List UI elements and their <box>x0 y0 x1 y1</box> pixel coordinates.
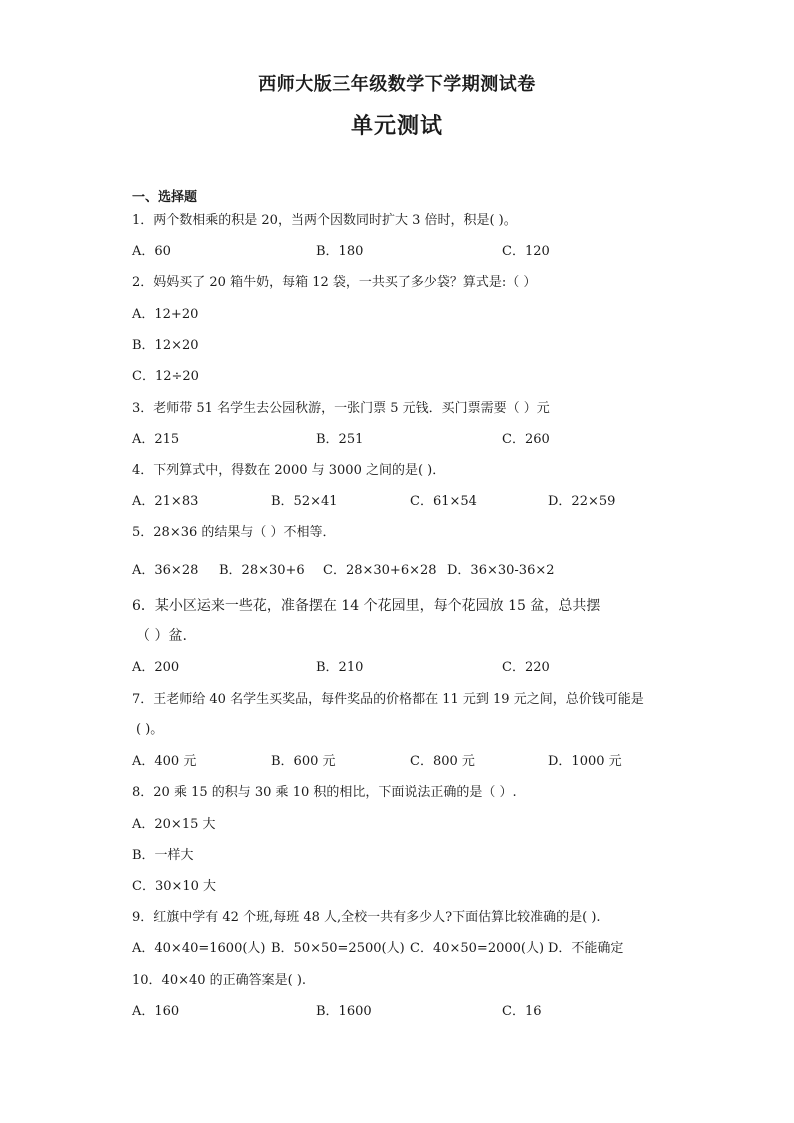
question-7-option-a: A．400 元 <box>132 754 197 769</box>
question-1-option-c: C．120 <box>502 244 550 259</box>
question-5-option-c: C．28×30+6×28 <box>323 563 437 578</box>
question-6-stem-line2: （ ）盆. <box>136 628 187 644</box>
question-2-option-c: C．12÷20 <box>132 369 199 384</box>
question-5-stem: 5．28×36 的结果与（ ）不相等． <box>132 525 336 540</box>
question-6-stem-line1: 6．某小区运来一些花，准备摆在 14 个花园里，每个花园放 15 盆，总共摆 <box>132 598 601 614</box>
question-10-option-a: A．160 <box>132 1004 180 1019</box>
question-2-option-b: B．12×20 <box>132 338 199 353</box>
question-5-option-b: B．28×30+6 <box>219 563 305 578</box>
question-9-option-a: A．40×40=1600(人) <box>132 941 266 956</box>
question-7-stem-line1: 7．王老师给 40 名学生买奖品，每件奖品的价格都在 11 元到 19 元之间，总价钱可能是 <box>132 692 644 707</box>
question-8-option-a: A．20×15 大 <box>132 817 216 832</box>
question-7-option-b: B．600 元 <box>271 754 336 769</box>
question-3-option-a: A．215 <box>132 432 180 447</box>
question-5-option-a: A．36×28 <box>132 563 199 578</box>
question-4-option-b: B．52×41 <box>271 494 338 509</box>
question-10-option-c: C．16 <box>502 1004 542 1019</box>
question-6-option-c: C．220 <box>502 660 550 675</box>
question-3-option-b: B．251 <box>316 432 364 447</box>
section-heading: 一、选择题 <box>132 190 198 205</box>
question-7-stem-line2: ( )。 <box>136 722 164 737</box>
question-6-option-a: A．200 <box>132 660 180 675</box>
question-8-option-c: C．30×10 大 <box>132 879 217 894</box>
question-5-option-d: D．36×30-36×2 <box>447 563 555 578</box>
question-3-stem: 3．老师带 51 名学生去公园秋游，一张门票 5 元钱．买门票需要（ ）元 <box>132 401 550 416</box>
question-9-option-b: B．50×50=2500(人) <box>271 941 405 956</box>
question-7-option-d: D．1000 元 <box>548 754 622 769</box>
question-6-option-b: B．210 <box>316 660 364 675</box>
question-1-option-a: A．60 <box>132 244 171 259</box>
question-4-option-c: C．61×54 <box>410 494 477 509</box>
exam-subtitle: 单元测试 <box>350 114 443 139</box>
question-9-option-d: D．不能确定 <box>548 941 624 956</box>
question-8-option-b: B．一样大 <box>132 848 194 863</box>
question-1-stem: 1．两个数相乘的积是 20，当两个因数同时扩大 3 倍时，积是( )。 <box>132 213 517 228</box>
question-4-option-a: A．21×83 <box>132 494 199 509</box>
question-4-stem: 4．下列算式中，得数在 2000 与 3000 之间的是( )． <box>132 463 446 478</box>
question-4-option-d: D．22×59 <box>548 494 616 509</box>
question-2-stem: 2．妈妈买了 20 箱牛奶，每箱 12 袋，一共买了多少袋？算式是:（ ） <box>132 275 537 290</box>
question-9-option-c: C．40×50=2000(人) <box>410 941 545 956</box>
question-1-option-b: B．180 <box>316 244 364 259</box>
exam-title: 西师大版三年级数学下学期测试卷 <box>258 74 536 95</box>
question-9-stem: 9．红旗中学有 42 个班,每班 48 人,全校一共有多少人?下面估算比较准确的是( ). <box>132 910 601 925</box>
question-3-option-c: C．260 <box>502 432 550 447</box>
question-10-option-b: B．1600 <box>316 1004 372 1019</box>
question-2-option-a: A．12+20 <box>132 307 199 322</box>
question-10-stem: 10．40×40 的正确答案是( ). <box>132 973 307 988</box>
question-7-option-c: C．800 元 <box>410 754 475 769</box>
question-8-stem: 8．20 乘 15 的积与 30 乘 10 积的相比，下面说法正确的是（ ）. <box>132 785 517 800</box>
